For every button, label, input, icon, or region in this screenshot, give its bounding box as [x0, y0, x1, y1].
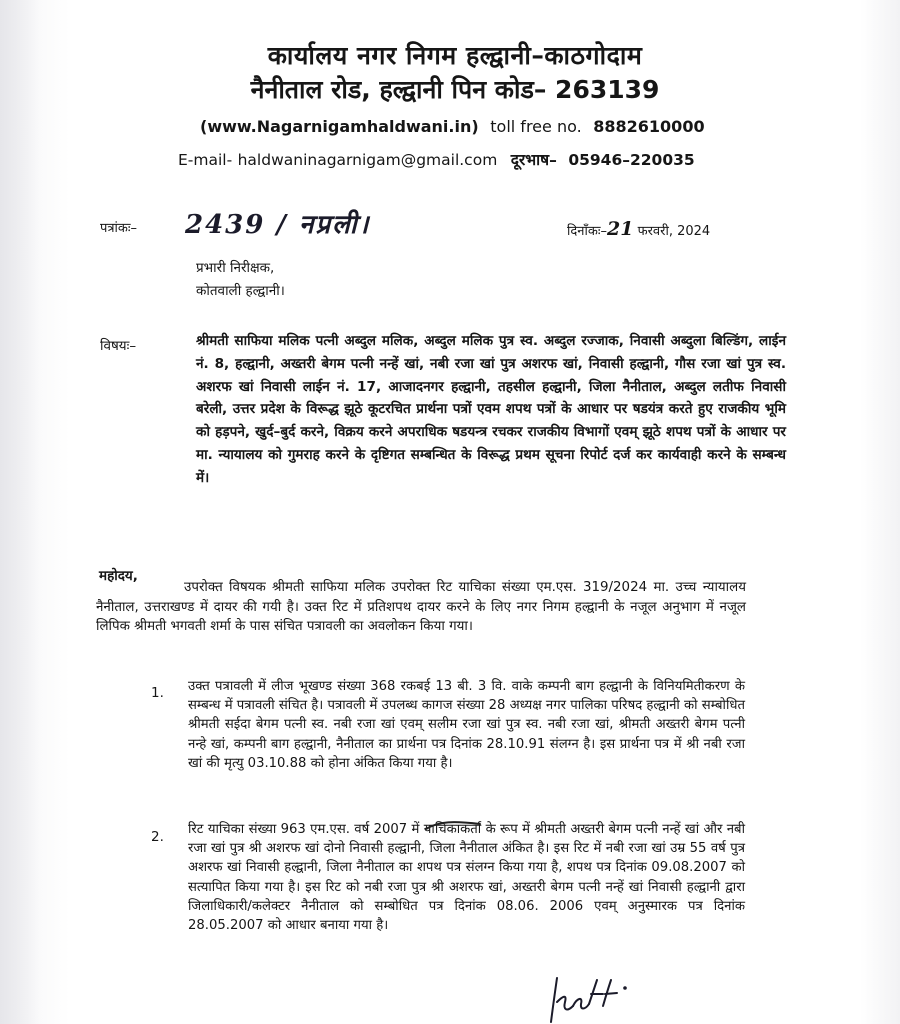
addressee [196, 257, 285, 303]
website: (www.Nagarnigamhaldwani.in) [200, 117, 479, 136]
date-day: 21 [606, 218, 634, 240]
tollfree-number: 8882610000 [593, 117, 705, 136]
phone-label: दूरभाष– [510, 151, 557, 169]
subject-text: श्रीमती साफिया मलिक पत्नी अब्दुल मलिक, अब्दुल मलिक पुत्र स्व. अब्दुल रज्जाक, निवासी अब्दुला बिल्डिंग, लाईन नं. 8, हल्द्वानी, अख्तरी बेगम पत्नी नन्हें खां, नबी रजा खां पुत्र अशरफ खां, निवासी हल्द्वानी, गौस रजा खां पुत्र स्व. अशरफ खां निवासी लाईन नं. 17, आजादनगर हल्द्वानी, तहसील हल्द्वानी, जिला नैनीताल, अब्दुल लतीफ निवासी बरेली, उत्तर प्रदेश के विरूद्ध झूठे कूटरचित प्रार्थना पत्रों एवम शपथ पत्रों के आधार पर षडयंत्र करते हुए राजकीय भूमि को हड़पने, खुर्द–बुर्द करने, विक्रय करने अपराधिक षडयन्त्र रचकर राजकीय विभागों एवम् झूठे शपथ पत्रों के आधार पर मा. न्यायालय को गुमराह करने के दृष्टिगत सम्बन्धित के विरूद्ध प्रथम सूचना रिपोर्ट दर्ज कर कार्यवाही करने के सम्बन्ध में। [196, 333, 786, 486]
date-month-year: फरवरी, 2024 [637, 224, 711, 239]
reference-label: पत्रांकः– [100, 221, 138, 236]
contact-web-line [200, 117, 705, 136]
date-label: दिनाँकः– [567, 224, 607, 239]
item-text-1: उक्त पत्रावली में लीज भूखण्ड संख्या 368 रकबई 13 बी. 3 वि. वाके कम्पनी बाग हल्द्वानी के विनियमितीकरण के सम्बन्ध में पत्रावली संचित है। पत्रावली में उपलब्ध कागज संख्या 28 अध्यक्ष नगर पालिका परिषद हल्द्वानी को सम्बोधित श्रीमती सईदा बेगम पत्नी स्व. नबी रजा खां एवम् सलीम रजा खां पुत्र स्व. नबी रजा खां, श्रीमती अख्तरी बेगम पत्नी नन्हे खां, कम्पनी बाग हल्द्वानी, नैनीताल का प्रार्थना पत्र दिनांक 28.10.91 संलग्न है। इस प्रार्थना पत्र में श्री नबी रजा खां की मृत्यु 03.10.88 को होना अंकित किया गया है। [188, 679, 745, 771]
salutation: महोदय, [99, 568, 138, 584]
intro-paragraph: उपरोक्त विषयक श्रीमती साफिया मलिक उपरोक्त रिट याचिका संख्या एम.एस. 319/2024 मा. उच्च न्यायालय नैनीताल, उत्तराखण्ड में दायर की गयी है। उक्त रिट में प्रतिशपथ दायर करने के लिए नगर निगम हल्द्वानी के नजूल अनुभाग में नजूल लिपिक श्रीमती भगवती शर्मा के पास संचित पत्रावली का अवलोकन किया गया। [96, 580, 746, 634]
reference-number: 2439 / नप्रली। [185, 210, 371, 240]
letterhead [170, 40, 740, 106]
page-edge-shadow [0, 0, 40, 1024]
tollfree-label: toll free no. [490, 117, 582, 136]
item-number-2: 2. [151, 829, 164, 845]
item-text-2: रिट याचिका संख्या 963 एम.एस. वर्ष 2007 में याचिकाकर्ता के रूप में श्रीमती अख्तरी बेगम पत्नी नन्हें खां और नबी रजा खां पुत्र श्री अशरफ खां दोनो निवासी हल्द्वानी, जिला नैनीताल अंकित है। इस रिट में नबी रजा खां उम्र 55 वर्ष पुत्र अशरफ खां निवासी हल्द्वानी, जिला नैनीताल का शपथ पत्र संलग्न किया गया है, शपथ पत्र दिनांक 09.08.2007 को सत्यापित किया गया है। इस रिट को नबी रजा पुत्र श्री अशरफ खां, अख्तरी बेगम पत्नी नन्हें खां निवासी हल्द्वानी द्वारा जिलाधिकारी/कलेक्टर नैनीताल को सम्बोधित पत्र दिनांक 08.06. 2006 एवम् अनुस्मारक पत्र दिनांक 28.05.2007 को आधार बनाया गया है। [188, 822, 745, 934]
email-label: E-mail- [178, 151, 233, 169]
office-name: कार्यालय नगर निगम हल्द्वानी–काठगोदाम [267, 41, 643, 70]
addressee-line-1: प्रभारी निरीक्षक, [196, 260, 275, 276]
email-address: haldwaninagarnigam@gmail.com [237, 151, 498, 169]
subject-label: विषयः– [100, 338, 137, 354]
office-address: नैनीताल रोड, हल्द्वानी पिन कोड– 263139 [250, 75, 660, 104]
letter-date [567, 218, 710, 240]
phone-number: 05946–220035 [568, 151, 695, 169]
contact-mail-line [178, 148, 695, 170]
item-number-1: 1. [151, 685, 164, 701]
handwritten-signature [545, 972, 655, 1024]
addressee-line-2: कोतवाली हल्द्वानी। [196, 283, 285, 299]
pen-underline-mark [424, 819, 484, 833]
